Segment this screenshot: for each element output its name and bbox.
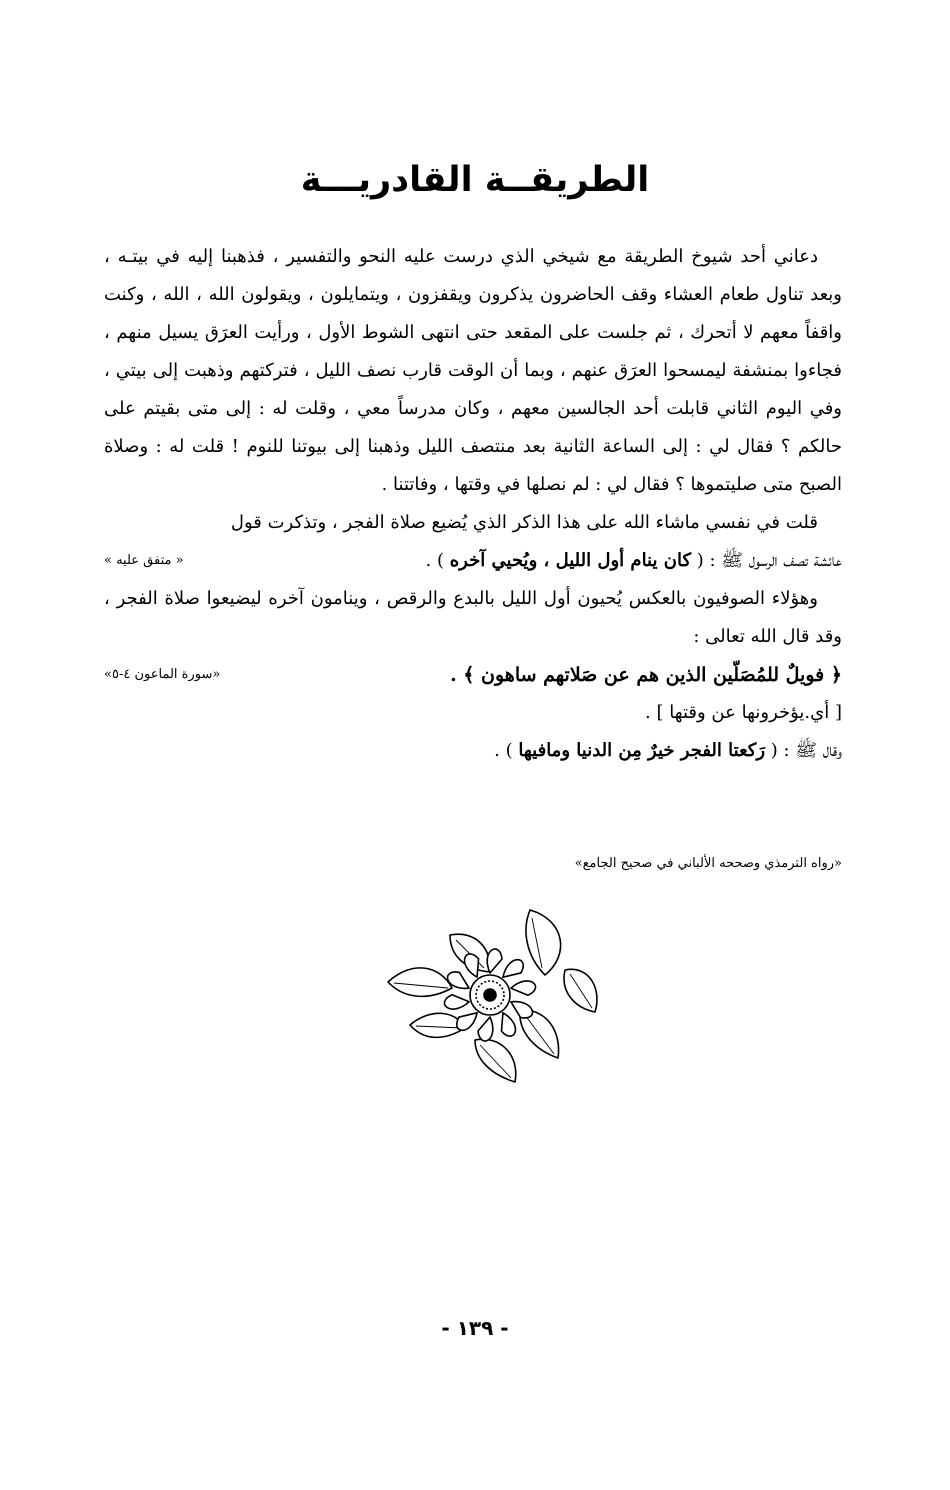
quran-verse: ﴿ فويلٌ للمُصَلّين الذين هم عن صَلاتهم ساهون ﴾ . [450,664,842,686]
reflection-line-1: قلت في نفسي ماشاء الله على هذا الذكر الذي يُضيع صلاة الفجر ، وتذكرت قول [230,512,818,533]
body-text [104,238,842,770]
hadith-quote: رَكعتا الفجر خيرٌ مِن الدنيا ومافيها [518,740,766,761]
page-title: الطريقــة القادريـــة [300,160,650,200]
reflection-line-2 [104,542,842,580]
hadith-suffix: ) . [494,740,513,761]
reflection-reference: « متفق عليه » [104,553,184,568]
reflection-line-2-text [184,542,842,580]
hadith-text [104,732,842,770]
hadith-line [104,732,842,770]
verse-reference: «سورة الماعون ٤-٥» [104,667,221,682]
reflection-suffix: ) . [425,550,445,571]
explanation-line [104,694,842,732]
flower-ornament [380,900,605,1085]
verse-explanation: [ أي.يؤخرونها عن وقتها ] . [645,702,842,723]
verse-line [104,656,842,694]
reflection-hadith-quote: كان ينام أول الليل ، ويُحيي آخره [449,550,692,571]
story-paragraph: دعاني أحد شيوخ الطريقة مع شيخي الذي درست عليه النحو والتفسير ، فذهبنا إليه في بيتـه ، وبعد تناول طعام العشاء وقف الحاضرون يذكرون ويقفزون ، ويتمايلون ، ويقولون الله ، الله ، وكنت واقفاً معهم لا أتحرك ، ثم جلست على المقعد حتى انتهى الشوط الأول ، ورأيت العرَق يسيل منهم ، فجاءوا بمنشفة ليمسحوا العرَق عنهم ، وبما أن الوقت قارب نصف الليل ، فتركتهم وذهبت إلى بيتي ، وفي اليوم الثاني قابلت أحد الجالسين معهم ، وكان مدرساً معي ، وقلت له : إلى متى بقيتم على حالكم ؟ فقال لي : إلى الساعة الثانية بعد منتصف الليل وذهبنا إلى بيوتنا للنوم ! قلت له : وصلاة الصبح متى صليتموها ؟ فقال لي : لم نصلها في وقتها ، وفاتتنا . [104,246,842,495]
sufis-paragraph: وهؤلاء الصوفيون بالعكس يُحيون أول الليل بالبدع والرقص ، وينامون آخره ليضيعوا صلاة الفجر ، وقد قال الله تعالى : [104,588,842,647]
hadith-source: «رواه الترمذي وصححه الألباني في صحيح الجامع» [574,856,842,871]
reflection-prefix: عائشة تصف الرسول ﷺ : ( [696,550,842,571]
hadith-prefix: وقال ﷺ : ( [770,740,842,761]
page-number: - ١٣٩ - [441,1316,509,1340]
